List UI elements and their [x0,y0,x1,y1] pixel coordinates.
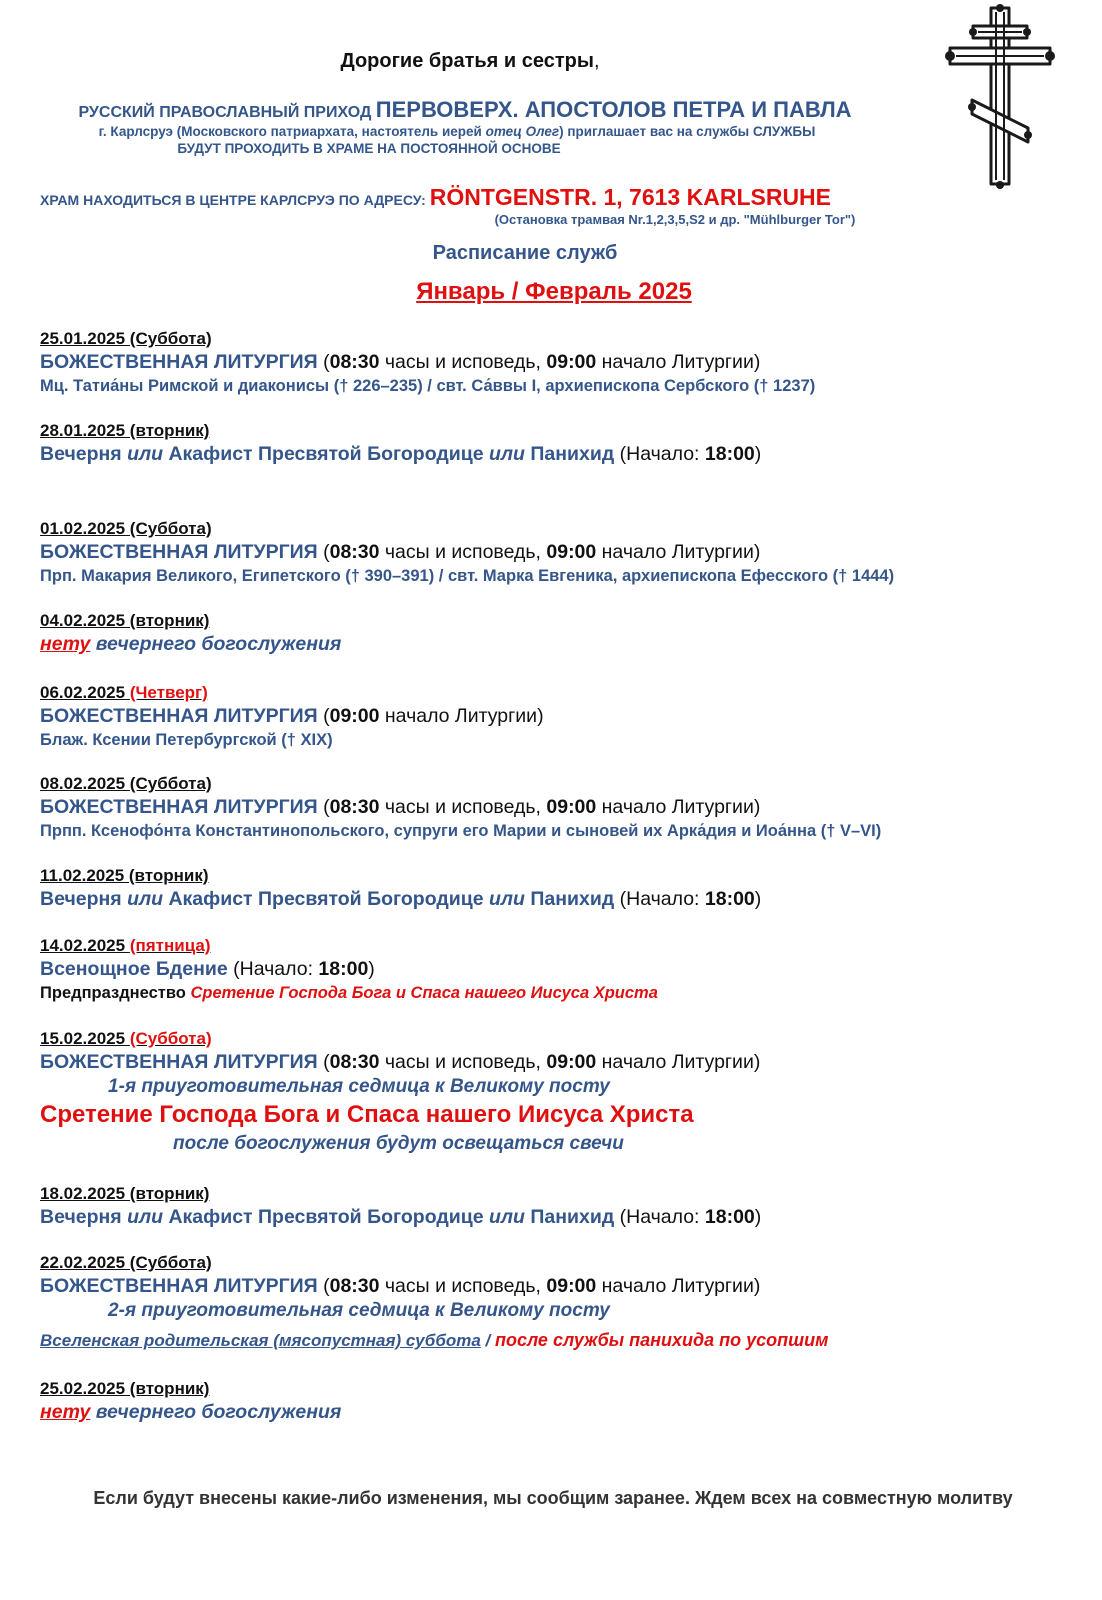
entry-service [40,704,544,729]
schedule-entry [40,935,658,1004]
time: 18:00 [704,888,755,910]
parish-title [0,97,930,123]
paren: ( [317,1051,330,1073]
paren: ) [753,1275,761,1297]
vigil-label: Всенощное Бдение [40,958,228,980]
greeting-text: Дорогие братья и сестры [340,50,594,72]
paren: ) [753,796,761,818]
entry-service [40,1050,760,1075]
liturgy-label: БОЖЕСТВЕННАЯ ЛИТУРГИЯ [40,1051,318,1073]
entry-date: 28.01.2025 (вторник) [40,421,210,440]
entry-date: 11.02.2025 (вторник) [40,866,209,885]
time: 09:00 [546,1051,597,1073]
parish-line-2 [0,124,914,139]
entry-service [40,632,341,657]
schedule-title: Расписание служб [432,242,618,264]
paren: ( [317,705,330,727]
greeting [0,50,940,73]
paren: ) [753,1051,761,1073]
paren: ) [753,351,761,373]
entry-date [40,682,544,704]
start-label: (Начало: [614,888,705,910]
time: 18:00 [318,958,369,980]
time: 09:00 [546,796,597,818]
start-label: (Начало: [227,958,319,980]
date-text: 15.02.2025 [40,1029,130,1048]
parish-name: ПЕРВОВЕРХ. АПОСТОЛОВ ПЕТРА И ПАВЛА [375,97,852,122]
entry-date: 04.02.2025 (вторник) [40,611,210,630]
paren: ) [754,443,762,465]
or-text: или [127,1206,164,1228]
orthodox-cross-icon [942,4,1058,190]
panikhida-label: Панихид [524,1206,615,1228]
paren: ) [537,705,544,727]
no-service-text: вечернего богослужения [90,1401,342,1423]
schedule-entry [40,1183,761,1230]
start-text: начало Литургии [379,705,538,727]
time: 08:30 [329,1051,380,1073]
paren: ) [754,888,762,910]
time: 09:00 [546,1275,597,1297]
entry-saints: Прпп. Ксенофо́нта Константинопольского, супруги его Марии и сыновей их Арка́дия и Иоа́нна († V–VI) [40,822,882,840]
address: RÖNTGENSTR. 1, 7613 KARLSRUHE [429,184,832,210]
entry-service [40,1205,761,1230]
parish-line2-c: ) приглашает вас на службы СЛУЖБЫ [559,124,816,139]
start-text: начало Литургии [596,796,754,818]
paren: ) [754,1206,762,1228]
schedule-entry [40,420,761,467]
entry-date [40,935,658,957]
time: 09:00 [546,351,597,373]
parish-line-3: БУДУТ ПРОХОДИТЬ В ХРАМЕ НА ПОСТОЯННОЙ ОСНОВЕ [177,141,561,156]
entry-service [40,1274,828,1299]
entry-date: 08.02.2025 (Суббота) [40,774,212,793]
paren: ( [317,796,330,818]
schedule-entry [40,328,815,397]
start-text: начало Литургии [596,541,754,563]
hours-text: часы и исповедь, [379,1051,547,1073]
time: 08:30 [329,796,380,818]
hours-text: часы и исповедь, [379,541,547,563]
no-service-word: нету [40,633,91,655]
liturgy-label: БОЖЕСТВЕННАЯ ЛИТУРГИЯ [40,705,318,727]
entry-service [40,795,881,820]
entry-date: 18.02.2025 (вторник) [40,1184,210,1203]
no-service-word: нету [40,1401,91,1423]
entry-date: 25.01.2025 (Суббота) [40,329,212,348]
greeting-comma: , [593,50,600,72]
or-text: или [488,888,525,910]
time: 08:30 [329,1275,380,1297]
vespers-label: Вечерня [40,1206,128,1228]
feast-name: Сретение Господа Бога и Спаса нашего Иисуса Христа [190,984,658,1002]
parental-saturday [40,1329,828,1352]
date-text: 06.02.2025 [40,683,130,702]
entry-date: 01.02.2025 (Суббота) [40,519,212,538]
paren: ( [317,351,330,373]
time: 18:00 [704,443,755,465]
schedule-entry [40,610,341,657]
paren: ( [317,541,330,563]
vespers-label: Вечерня [40,888,128,910]
entry-service [40,887,761,912]
schedule-entry [40,518,894,587]
start-label: (Начало: [614,443,705,465]
tram-stop: (Остановка трамвая Nr.1,2,3,5,S2 и др. "Mühlburger Tor") [494,212,856,227]
panikhida-note: после службы панихида по усопшим [494,1330,829,1350]
paren: ( [317,1275,330,1297]
address-line [40,184,831,211]
entry-date: 25.02.2025 (вторник) [40,1379,210,1398]
liturgy-label: БОЖЕСТВЕННАЯ ЛИТУРГИЯ [40,1275,318,1297]
schedule-entry [40,1252,828,1352]
akathist-label: Акафист Пресвятой Богородице [163,443,489,465]
schedule-entry [40,773,881,842]
paren: ) [368,958,375,980]
entry-service [40,540,894,565]
entry-service [40,1400,341,1425]
entry-service [40,442,761,467]
no-service-text: вечернего богослужения [90,633,342,655]
vespers-label: Вечерня [40,443,128,465]
candles-note: после богослужения будут освещаться свечи [173,1133,624,1154]
akathist-label: Акафист Пресвятой Богородице [163,1206,489,1228]
date-text: 14.02.2025 [40,936,130,955]
forefeast-label: Предпразднество [40,984,191,1002]
or-text: или [127,888,164,910]
entry-saints: Прп. Макария Великого, Египетского († 390–391) / свт. Марка Евгеника, архиепископа Ефесского († 1444) [40,567,895,585]
start-label: (Начало: [614,1206,705,1228]
weekday: (Четверг) [129,683,208,702]
footer-note: Если будут внесены какие-либо изменения, мы сообщим заранее. Ждем всех на совместную молитву [93,1488,1013,1508]
entry-date [40,1028,760,1050]
liturgy-label: БОЖЕСТВЕННАЯ ЛИТУРГИЯ [40,351,318,373]
panikhida-label: Панихид [524,888,615,910]
parish-line2-a: г. Карлсруэ (Московского патриархата, настоятель иерей [98,124,486,139]
entry-service [40,957,658,982]
weekday: (пятница) [129,936,211,955]
time: 18:00 [704,1206,755,1228]
parish-prefix: РУССКИЙ ПРАВОСЛАВНЫЙ ПРИХОД [78,104,376,121]
months-title: Январь / Февраль 2025 [416,278,692,305]
parish-line2-priest: отец Олег [485,124,560,139]
akathist-label: Акафист Пресвятой Богородице [163,888,489,910]
or-text: или [127,443,164,465]
paren: ) [753,541,761,563]
hours-text: часы и исповедь, [379,351,547,373]
entry-week: 1-я приуготовительная седмица к Великому посту [108,1076,610,1097]
weekday: (Суббота) [129,1029,212,1048]
hours-text: часы и исповедь, [379,1275,547,1297]
time: 08:30 [329,351,380,373]
entry-service [40,350,815,375]
address-label: ХРАМ НАХОДИТЬСЯ В ЦЕНТРЕ КАРЛСРУЭ ПО АДРЕСУ: [40,192,426,208]
schedule-entry [40,1378,341,1425]
time: 09:00 [546,541,597,563]
feast-title: Сретение Господа Бога и Спаса нашего Иисуса Христа [40,1101,694,1128]
or-text: или [488,1206,525,1228]
liturgy-label: БОЖЕСТВЕННАЯ ЛИТУРГИЯ [40,796,318,818]
parental-saturday-label: Вселенская родительская (мясопустная) суббота [40,1331,481,1350]
schedule-entry [40,1028,760,1155]
separator: / [480,1331,495,1350]
schedule-entry [40,682,544,751]
entry-week: 2-я приуготовительная седмица к Великому посту [108,1300,610,1321]
entry-date: 22.02.2025 (Суббота) [40,1253,212,1272]
entry-saints: Блаж. Ксении Петербургской († XIX) [40,731,333,749]
start-text: начало Литургии [596,351,754,373]
entry-saints: Мц. Татиа́ны Римской и диаконисы († 226–235) / свт. Са́ввы I, архиепископа Сербского († 1237) [40,377,816,395]
entry-feast-note [40,982,658,1004]
start-text: начало Литургии [596,1275,754,1297]
panikhida-label: Панихид [524,443,615,465]
time: 09:00 [329,705,380,727]
start-text: начало Литургии [596,1051,754,1073]
or-text: или [488,443,525,465]
time: 08:30 [329,541,380,563]
schedule-entry [40,865,761,912]
hours-text: часы и исповедь, [379,796,547,818]
liturgy-label: БОЖЕСТВЕННАЯ ЛИТУРГИЯ [40,541,318,563]
